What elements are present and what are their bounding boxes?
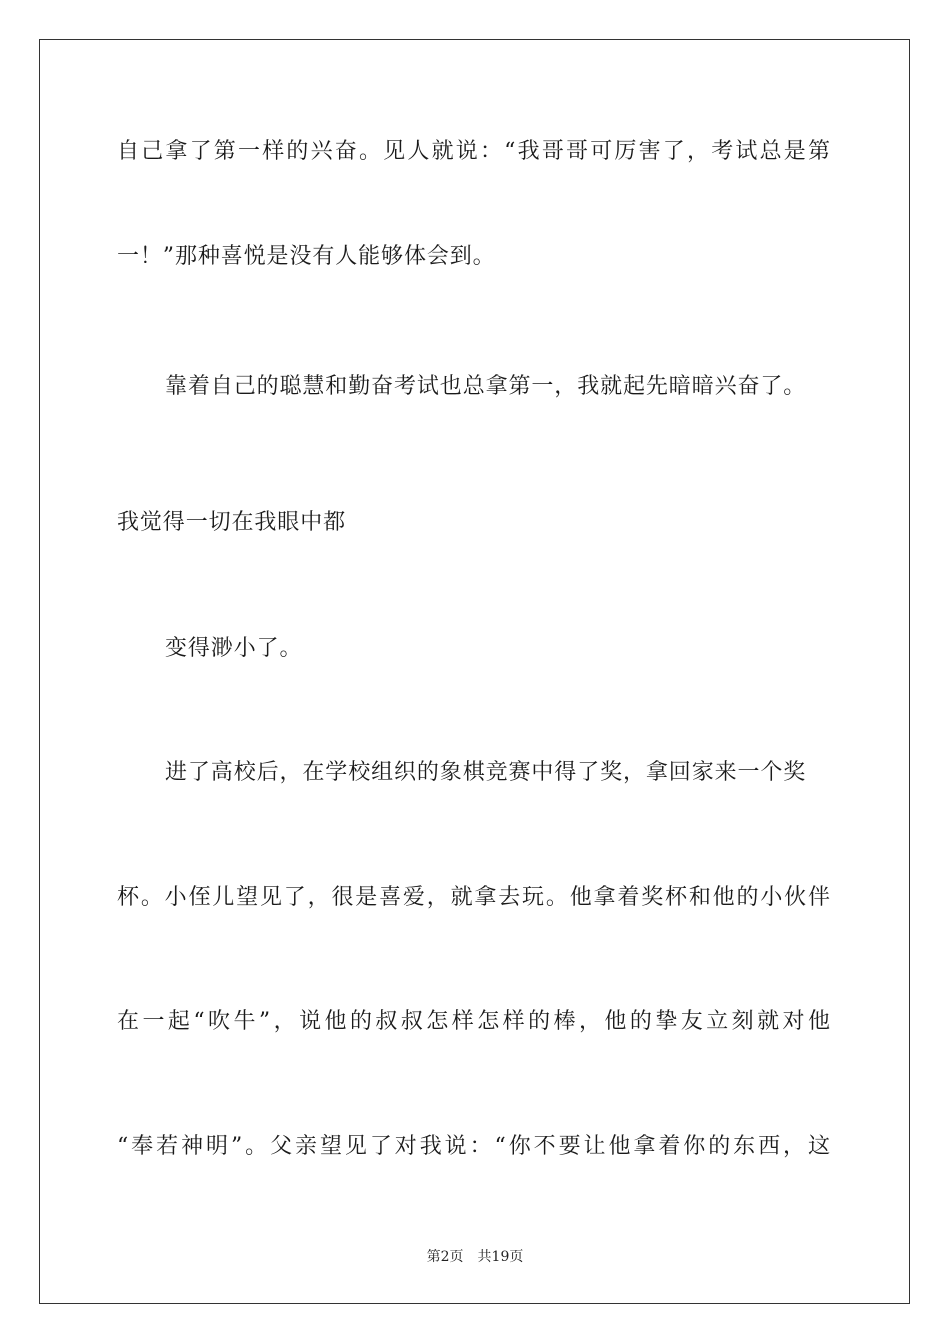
body-line-3: 靠着自己的聪慧和勤奋考试也总拿第一，我就起先暗暗兴奋了。 (165, 374, 807, 399)
body-line-1: 自己拿了第一样的兴奋。见人就说：“我哥哥可厉害了，考试总是第 (117, 139, 830, 164)
body-line-6: 进了高校后，在学校组织的象棋竞赛中得了奖，拿回家来一个奖 (165, 760, 807, 785)
page-total: 共19页 (477, 1249, 524, 1265)
body-line-2: 一！”那种喜悦是没有人能够体会到。 (117, 244, 496, 269)
body-line-5: 变得渺小了。 (165, 636, 303, 661)
page-number: 第2页 (426, 1249, 464, 1265)
page-frame (39, 39, 910, 1304)
page-footer (0, 1248, 950, 1266)
body-line-8: 在一起“吹牛”，说他的叔叔怎样怎样的棒，他的挚友立刻就对他 (117, 1009, 830, 1034)
body-line-4: 我觉得一切在我眼中都 (117, 510, 347, 535)
body-line-7: 杯。小侄儿望见了，很是喜爱，就拿去玩。他拿着奖杯和他的小伙伴 (117, 885, 830, 910)
body-line-9: “奉若神明”。父亲望见了对我说：“你不要让他拿着你的东西，这 (117, 1134, 830, 1159)
